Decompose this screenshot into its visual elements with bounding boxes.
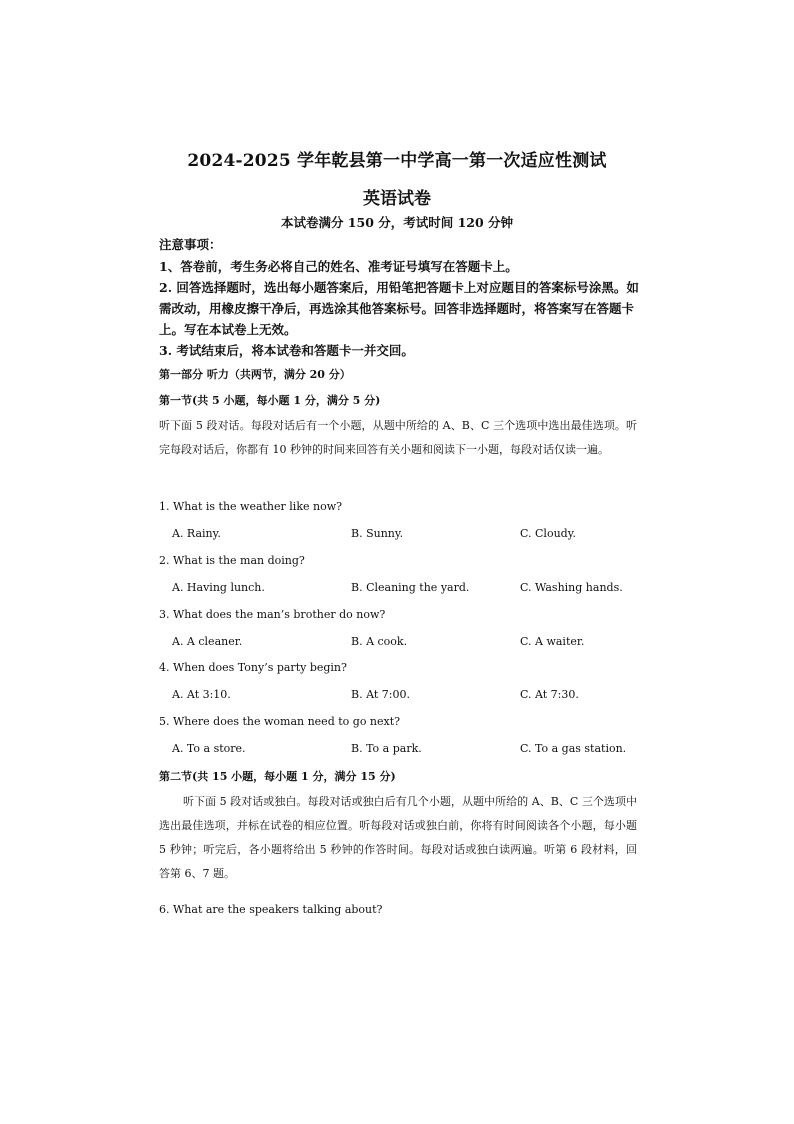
section1-instructions: 听下面 5 段对话。每段对话后有一个小题，从题中所给的 A、B、C 三个选项中选出最佳选项。听完每段对话后，你都有 10 秒钟的时间来回答有关小题和阅读下一小题，每段对话仅读一遍。 [159,419,637,456]
question-stem: 4. When does Tony’s party begin? [159,661,347,674]
option-a: A. To a store. [172,742,246,755]
option-b: B. To a park. [351,742,422,755]
section2-instructions: 听下面 5 段对话或独白。每段对话或独白后有几个小题，从题中所给的 A、B、C 三个选项中选出最佳选项，并标在试卷的相应位置。听每段对话或独白前，你将有时间阅读各个小题，每小题 5 秒钟；听完后，各小题将给出 5 秒钟的作答时间。每段对话或独白读两遍。听第 6 段材料，回答第 6、7 题。 [159,795,637,880]
option-c: C. A waiter. [520,635,585,648]
option-a: A. A cleaner. [172,635,243,648]
exam-info: 本试卷满分 150 分，考试时间 120 分钟 [280,215,514,230]
question-stem: 1. What is the weather like now? [159,500,343,513]
exam-title: 2024-2025 学年乾县第一中学高一第一次适应性测试 [187,151,607,171]
question-stem: 3. What does the man’s brother do now? [159,608,386,621]
exam-subtitle: 英语试卷 [363,189,431,209]
question-stem: 6. What are the speakers talking about? [159,903,383,916]
note-item: 3. 考试结束后，将本试卷和答题卡一并交回。 [159,343,414,358]
option-b: B. Cleaning the yard. [351,581,470,594]
section1-title: 第一节(共 5 小题，每小题 1 分，满分 5 分) [159,394,381,407]
option-c: C. At 7:30. [520,688,579,701]
question-stem: 2. What is the man doing? [159,554,305,567]
option-c: C. To a gas station. [520,742,627,755]
option-a: A. Having lunch. [172,581,265,594]
option-a: A. At 3:10. [172,688,231,701]
note-item: 1、答卷前，考生务必将自己的姓名、准考证号填写在答题卡上。 [159,259,518,274]
notes-title: 注意事项： [159,237,222,252]
option-b: B. A cook. [351,635,408,648]
part1-title: 第一部分 听力（共两节，满分 20 分） [159,368,351,381]
question-stem: 5. Where does the woman need to go next? [159,715,401,728]
section2-title: 第二节(共 15 小题，每小题 1 分，满分 15 分) [159,770,396,783]
note-item: 2. 回答选择题时，选出每小题答案后，用铅笔把答题卡上对应题目的答案标号涂黑。如需改动，用橡皮擦干净后，再选涂其他答案标号。回答非选择题时，将答案写在答题卡上。写在本试卷上无效。 [159,280,639,337]
option-c: C. Washing hands. [520,581,623,594]
option-a: A. Rainy. [172,527,221,540]
option-b: B. At 7:00. [351,688,410,701]
option-b: B. Sunny. [351,527,404,540]
option-c: C. Cloudy. [520,527,576,540]
